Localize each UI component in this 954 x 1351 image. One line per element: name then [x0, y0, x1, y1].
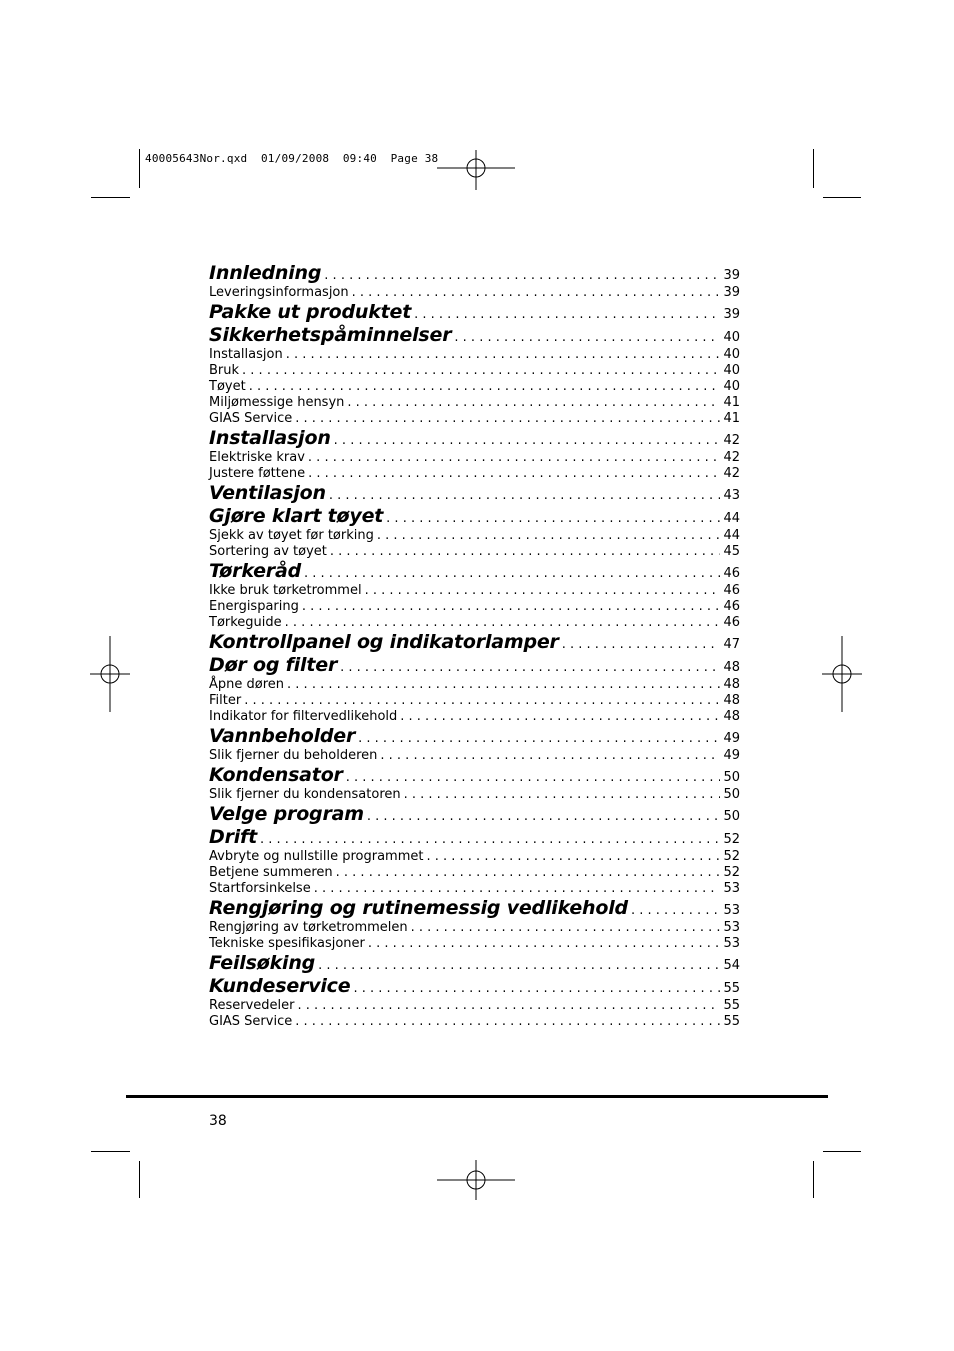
- toc-section-entry: [209, 560, 740, 583]
- toc-section-entry: [209, 482, 740, 505]
- toc-entry-title: Startforsinkelse: [209, 881, 311, 896]
- toc-section-entry: [209, 826, 740, 849]
- registration-mark-bottom-icon: [437, 1160, 515, 1200]
- toc-section-entry: [209, 262, 740, 285]
- toc-section-entry: [209, 975, 740, 998]
- toc-entry-page: 48: [723, 693, 740, 708]
- dot-leader: [304, 566, 720, 581]
- toc-entry-title: Installasjon: [209, 427, 331, 449]
- footer-rule: [126, 1095, 828, 1098]
- toc-entry-page: 48: [723, 709, 740, 724]
- toc-entry-page: 46: [723, 566, 740, 581]
- dot-leader: [302, 599, 721, 614]
- crop-mark-bottom-right-vertical: [813, 1161, 814, 1198]
- crop-mark-top-left-vertical: [139, 149, 140, 188]
- toc-entry-page: 40: [723, 363, 740, 378]
- toc-entry-title: Pakke ut produktet: [209, 301, 412, 323]
- registration-mark-left-icon: [90, 636, 130, 712]
- toc-entry-title: Dør og filter: [209, 654, 338, 676]
- toc-section-entry: [209, 427, 740, 450]
- dot-leader: [386, 511, 720, 526]
- dot-leader: [562, 637, 721, 652]
- toc-entry-page: 46: [723, 583, 740, 598]
- dot-leader: [330, 544, 721, 559]
- toc-entry-title: Tøyet: [209, 379, 246, 394]
- toc-subsection-entry: [209, 544, 740, 560]
- toc-section-entry: [209, 324, 740, 347]
- toc-entry-title: Slik fjerner du kondensatoren: [209, 787, 401, 802]
- toc-entry-page: 44: [723, 511, 740, 526]
- toc-section-entry: [209, 505, 740, 528]
- toc-section-entry: [209, 301, 740, 324]
- page-number: 38: [209, 1113, 227, 1129]
- toc-entry-page: 39: [723, 307, 740, 322]
- toc-entry-title: Indikator for filtervedlikehold: [209, 709, 398, 724]
- dot-leader: [286, 347, 721, 362]
- crop-mark-top-left-horizontal: [91, 197, 130, 198]
- dot-leader: [334, 433, 721, 448]
- toc-subsection-entry: [209, 450, 740, 466]
- toc-entry-title: Betjene summeren: [209, 865, 333, 880]
- dot-leader: [314, 881, 721, 896]
- toc-entry-title: Sikkerhetspåminnelser: [209, 324, 452, 346]
- toc-entry-page: 48: [723, 660, 740, 675]
- toc-subsection-entry: [209, 881, 740, 897]
- toc-entry-title: Elektriske krav: [209, 450, 305, 465]
- toc-section-entry: [209, 631, 740, 654]
- toc-entry-page: 47: [723, 637, 740, 652]
- toc-subsection-entry: [209, 411, 740, 427]
- dot-leader: [358, 731, 720, 746]
- toc-entry-page: 46: [723, 599, 740, 614]
- toc-entry-title: Justere føttene: [209, 466, 306, 481]
- toc-entry-title: Kontrollpanel og indikatorlamper: [209, 631, 559, 653]
- toc-subsection-entry: [209, 936, 740, 952]
- toc-entry-title: Rengjøring og rutinemessig vedlikehold: [209, 897, 628, 919]
- toc-entry-page: 50: [723, 809, 740, 824]
- toc-subsection-entry: [209, 998, 740, 1014]
- toc-entry-title: Gjøre klart tøyet: [209, 505, 384, 527]
- toc-section-entry: [209, 803, 740, 826]
- toc-subsection-entry: [209, 849, 740, 865]
- toc-entry-page: 55: [723, 998, 740, 1013]
- toc-entry-page: 40: [723, 347, 740, 362]
- toc-entry-title: Sortering av tøyet: [209, 544, 327, 559]
- dot-leader: [340, 660, 720, 675]
- dot-leader: [308, 466, 720, 481]
- print-slug: 40005643Nor.qxd 01/09/2008 09:40 Page 38: [145, 152, 439, 165]
- dot-leader: [295, 1014, 720, 1029]
- toc-entry-title: Leveringsinformasjon: [209, 285, 349, 300]
- dot-leader: [324, 268, 720, 283]
- toc-entry-title: Innledning: [209, 262, 322, 284]
- crop-mark-bottom-right-horizontal: [823, 1151, 861, 1152]
- toc-entry-page: 40: [723, 330, 740, 345]
- toc-entry-page: 53: [723, 936, 740, 951]
- dot-leader: [454, 330, 720, 345]
- toc-entry-title: Avbryte og nullstille programmet: [209, 849, 424, 864]
- toc-entry-page: 52: [723, 865, 740, 880]
- dot-leader: [368, 936, 721, 951]
- toc-entry-title: Tørkeråd: [209, 560, 301, 582]
- dot-leader: [380, 748, 720, 763]
- toc-entry-title: Sjekk av tøyet før tørking: [209, 528, 374, 543]
- toc-entry-title: Miljømessige hensyn: [209, 395, 345, 410]
- toc-section-entry: [209, 725, 740, 748]
- dot-leader: [426, 849, 720, 864]
- toc-entry-page: 39: [723, 268, 740, 283]
- toc-entry-title: Reservedeler: [209, 998, 295, 1013]
- toc-entry-page: 53: [723, 920, 740, 935]
- toc-entry-title: Feilsøking: [209, 952, 316, 974]
- dot-leader: [249, 379, 721, 394]
- toc-entry-page: 46: [723, 615, 740, 630]
- toc-entry-page: 55: [723, 1014, 740, 1029]
- dot-leader: [242, 363, 720, 378]
- toc-subsection-entry: [209, 466, 740, 482]
- dot-leader: [377, 528, 721, 543]
- toc-entry-page: 53: [723, 881, 740, 896]
- toc-entry-page: 45: [723, 544, 740, 559]
- toc-subsection-entry: [209, 1014, 740, 1030]
- dot-leader: [352, 285, 721, 300]
- dot-leader: [414, 307, 720, 322]
- toc-entry-title: Velge program: [209, 803, 364, 825]
- dot-leader: [631, 903, 721, 918]
- crop-mark-top-right-vertical: [813, 149, 814, 188]
- dot-leader: [346, 770, 721, 785]
- toc-subsection-entry: [209, 285, 740, 301]
- crop-mark-top-right-horizontal: [823, 197, 861, 198]
- toc-entry-page: 55: [723, 981, 740, 996]
- toc-entry-title: Ikke bruk tørketrommel: [209, 583, 362, 598]
- toc-entry-page: 52: [723, 849, 740, 864]
- toc-entry-page: 50: [723, 787, 740, 802]
- dot-leader: [353, 981, 720, 996]
- toc-entry-title: Bruk: [209, 363, 240, 378]
- dot-leader: [404, 787, 721, 802]
- toc-section-entry: [209, 952, 740, 975]
- dot-leader: [329, 488, 721, 503]
- toc-subsection-entry: [209, 787, 740, 803]
- toc-entry-page: 49: [723, 731, 740, 746]
- toc-subsection-entry: [209, 693, 740, 709]
- toc-entry-page: 42: [723, 466, 740, 481]
- registration-mark-right-icon: [822, 636, 862, 712]
- toc-section-entry: [209, 764, 740, 787]
- toc-subsection-entry: [209, 583, 740, 599]
- toc-entry-page: 48: [723, 677, 740, 692]
- toc-entry-title: Ventilasjon: [209, 482, 326, 504]
- toc-subsection-entry: [209, 599, 740, 615]
- crop-mark-bottom-left-horizontal: [91, 1151, 130, 1152]
- toc-entry-title: Drift: [209, 826, 258, 848]
- dot-leader: [411, 920, 721, 935]
- toc-entry-page: 40: [723, 379, 740, 394]
- toc-entry-title: Kundeservice: [209, 975, 351, 997]
- toc-entry-title: Energisparing: [209, 599, 299, 614]
- toc-entry-title: Filter: [209, 693, 242, 708]
- toc-entry-page: 50: [723, 770, 740, 785]
- dot-leader: [285, 615, 721, 630]
- dot-leader: [260, 832, 720, 847]
- toc-entry-page: 41: [723, 395, 740, 410]
- toc-entry-title: GIAS Service: [209, 1014, 293, 1029]
- crop-mark-bottom-left-vertical: [139, 1161, 140, 1198]
- toc-entry-page: 39: [723, 285, 740, 300]
- toc-entry-title: Kondensator: [209, 764, 343, 786]
- toc-entry-page: 49: [723, 748, 740, 763]
- toc-entry-page: 53: [723, 903, 740, 918]
- toc-subsection-entry: [209, 363, 740, 379]
- dot-leader: [336, 865, 721, 880]
- toc-entry-title: Installasjon: [209, 347, 283, 362]
- toc-subsection-entry: [209, 748, 740, 764]
- toc-entry-page: 42: [723, 450, 740, 465]
- dot-leader: [400, 709, 720, 724]
- toc-section-entry: [209, 897, 740, 920]
- dot-leader: [287, 677, 720, 692]
- dot-leader: [367, 809, 721, 824]
- toc-subsection-entry: [209, 677, 740, 693]
- toc-entry-title: Rengjøring av tørketrommelen: [209, 920, 408, 935]
- dot-leader: [297, 998, 720, 1013]
- dot-leader: [347, 395, 720, 410]
- toc-entry-title: Slik fjerner du beholderen: [209, 748, 378, 763]
- toc-subsection-entry: [209, 920, 740, 936]
- toc-entry-page: 52: [723, 832, 740, 847]
- registration-mark-top-icon: [437, 150, 515, 190]
- toc-subsection-entry: [209, 528, 740, 544]
- toc-entry-page: 42: [723, 433, 740, 448]
- dot-leader: [308, 450, 721, 465]
- toc-entry-page: 41: [723, 411, 740, 426]
- toc-entry-title: GIAS Service: [209, 411, 293, 426]
- dot-leader: [295, 411, 720, 426]
- toc-entry-page: 54: [723, 958, 740, 973]
- toc-entry-title: Åpne døren: [209, 677, 285, 692]
- toc-entry-title: Vannbeholder: [209, 725, 356, 747]
- toc-subsection-entry: [209, 615, 740, 631]
- toc-entry-title: Tekniske spesifikasjoner: [209, 936, 365, 951]
- toc-subsection-entry: [209, 347, 740, 363]
- toc-subsection-entry: [209, 395, 740, 411]
- toc-entry-title: Tørkeguide: [209, 615, 282, 630]
- toc-section-entry: [209, 654, 740, 677]
- toc-entry-page: 44: [723, 528, 740, 543]
- dot-leader: [318, 958, 720, 973]
- toc-entry-page: 43: [723, 488, 740, 503]
- toc-subsection-entry: [209, 709, 740, 725]
- toc-subsection-entry: [209, 379, 740, 395]
- toc-subsection-entry: [209, 865, 740, 881]
- dot-leader: [365, 583, 721, 598]
- table-of-contents: [209, 262, 740, 1030]
- dot-leader: [244, 693, 720, 708]
